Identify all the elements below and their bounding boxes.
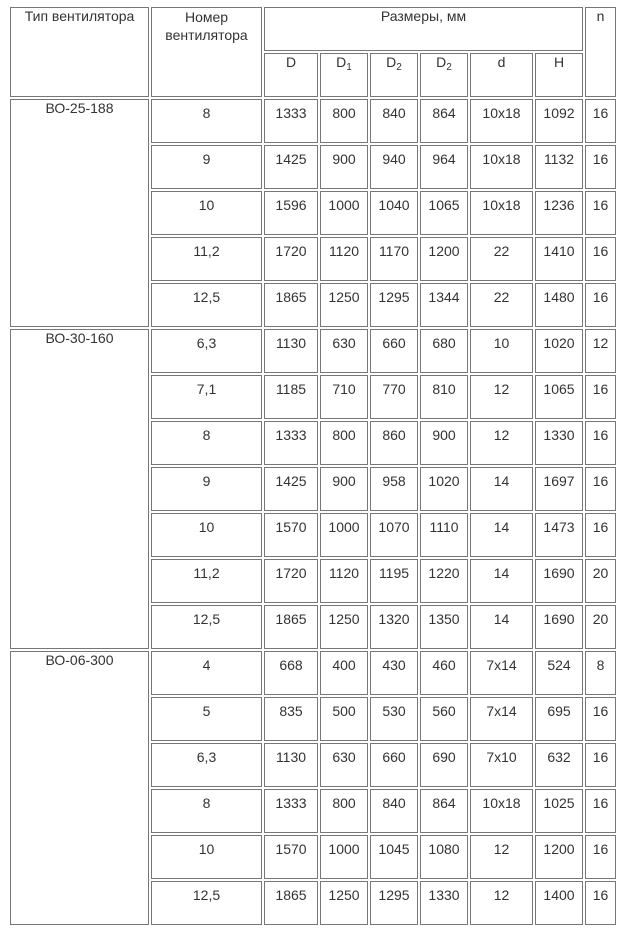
cell-fan-number: 8 [151,99,262,143]
cell-D: 1130 [264,743,318,787]
cell-d: 10x18 [470,789,533,833]
header-col-1 [320,53,368,97]
cell-d: 12 [470,881,533,925]
cell-n: 16 [585,191,616,235]
cell-D: 1720 [264,237,318,281]
cell-fan-number: 6,3 [151,743,262,787]
cell-D2: 1295 [370,283,418,327]
cell-n: 12 [585,329,616,373]
cell-fan-number: 6,3 [151,329,262,373]
cell-D2-second: 810 [420,375,468,419]
cell-D: 1333 [264,421,318,465]
cell-fan-number: 9 [151,145,262,189]
cell-D1: 630 [320,329,368,373]
header-col-base: d [497,54,506,70]
cell-d: 22 [470,283,533,327]
fan-type-cell: ВО-30-160 [10,329,149,649]
cell-D2-second: 1200 [420,237,468,281]
cell-D2: 860 [370,421,418,465]
cell-D2: 530 [370,697,418,741]
header-col-subscript: 2 [446,62,452,73]
cell-n: 16 [585,513,616,557]
cell-D1: 630 [320,743,368,787]
cell-D1: 1120 [320,559,368,603]
header-col-2 [370,53,418,97]
cell-d: 10 [470,329,533,373]
cell-D: 1425 [264,467,318,511]
cell-D1: 1000 [320,513,368,557]
cell-D2: 1295 [370,881,418,925]
cell-d: 10x18 [470,145,533,189]
cell-d: 14 [470,559,533,603]
header-col-base: D [285,54,297,70]
cell-n: 16 [585,467,616,511]
cell-D: 1865 [264,881,318,925]
header-n: n [585,7,616,97]
cell-D1: 400 [320,651,368,695]
cell-n: 16 [585,237,616,281]
cell-D: 1570 [264,835,318,879]
header-dimensions: Размеры, мм [264,7,583,51]
cell-d: 10x18 [470,99,533,143]
cell-n: 16 [585,881,616,925]
cell-H: 1020 [535,329,583,373]
cell-D2-second: 864 [420,789,468,833]
cell-D2: 660 [370,743,418,787]
cell-D1: 900 [320,145,368,189]
header-col-base: D [336,54,347,70]
cell-D1: 1120 [320,237,368,281]
cell-fan-number: 10 [151,835,262,879]
header-col-0 [264,53,318,97]
cell-fan-number: 12,5 [151,881,262,925]
cell-D2-second: 680 [420,329,468,373]
cell-D2: 1045 [370,835,418,879]
cell-H: 632 [535,743,583,787]
cell-D1: 1250 [320,881,368,925]
table-row [10,99,616,143]
cell-H: 1697 [535,467,583,511]
cell-d: 7x14 [470,697,533,741]
cell-d: 14 [470,513,533,557]
cell-n: 16 [585,697,616,741]
table-body [10,7,616,925]
cell-H: 1410 [535,237,583,281]
header-col-base: D [436,54,447,70]
cell-D2-second: 460 [420,651,468,695]
cell-D2-second: 1350 [420,605,468,649]
cell-D2: 1170 [370,237,418,281]
cell-H: 1092 [535,99,583,143]
cell-D2: 770 [370,375,418,419]
cell-H: 695 [535,697,583,741]
cell-fan-number: 8 [151,421,262,465]
cell-D1: 900 [320,467,368,511]
cell-D1: 800 [320,421,368,465]
cell-D2-second: 1344 [420,283,468,327]
cell-D: 1333 [264,99,318,143]
cell-d: 12 [470,835,533,879]
cell-H: 1132 [535,145,583,189]
cell-D2: 1040 [370,191,418,235]
cell-D2-second: 900 [420,421,468,465]
cell-fan-number: 10 [151,513,262,557]
header-fan-type: Тип вентилятора [10,7,149,97]
cell-n: 16 [585,99,616,143]
fan-type-cell: ВО-06-300 [10,651,149,925]
cell-n: 8 [585,651,616,695]
cell-D2: 840 [370,789,418,833]
cell-D2: 958 [370,467,418,511]
cell-fan-number: 7,1 [151,375,262,419]
cell-D: 1570 [264,513,318,557]
cell-fan-number: 11,2 [151,237,262,281]
cell-fan-number: 8 [151,789,262,833]
fan-type-cell: ВО-25-188 [10,99,149,327]
cell-d: 14 [470,467,533,511]
cell-d: 12 [470,421,533,465]
cell-H: 524 [535,651,583,695]
cell-D: 1333 [264,789,318,833]
cell-n: 16 [585,743,616,787]
header-col-5 [535,53,583,97]
cell-D1: 1000 [320,835,368,879]
header-col-base: D [386,54,397,70]
cell-fan-number: 10 [151,191,262,235]
cell-D2: 1070 [370,513,418,557]
cell-D1: 1000 [320,191,368,235]
cell-fan-number: 12,5 [151,605,262,649]
header-fan-number-line1: Номер [184,9,229,25]
cell-D1: 710 [320,375,368,419]
cell-D2-second: 690 [420,743,468,787]
cell-D2-second: 1330 [420,881,468,925]
cell-D1: 1250 [320,283,368,327]
cell-H: 1690 [535,559,583,603]
cell-fan-number: 4 [151,651,262,695]
cell-D2-second: 1110 [420,513,468,557]
cell-H: 1330 [535,421,583,465]
fan-dimensions-table [8,5,618,927]
cell-n: 16 [585,283,616,327]
header-fan-number [151,7,262,97]
cell-H: 1473 [535,513,583,557]
cell-D: 835 [264,697,318,741]
cell-D2-second: 864 [420,99,468,143]
header-col-subscript: 2 [396,62,402,73]
cell-d: 12 [470,375,533,419]
cell-fan-number: 12,5 [151,283,262,327]
cell-D1: 800 [320,789,368,833]
cell-n: 16 [585,421,616,465]
cell-D2: 1320 [370,605,418,649]
cell-D: 1865 [264,283,318,327]
cell-H: 1065 [535,375,583,419]
cell-D2-second: 560 [420,697,468,741]
cell-D: 1130 [264,329,318,373]
header-col-subscript: 1 [346,62,352,73]
cell-d: 7x14 [470,651,533,695]
cell-n: 16 [585,789,616,833]
cell-D2-second: 1020 [420,467,468,511]
cell-H: 1690 [535,605,583,649]
cell-D: 1185 [264,375,318,419]
cell-D2: 840 [370,99,418,143]
header-col-3 [420,53,468,97]
table-row [10,651,616,695]
cell-fan-number: 9 [151,467,262,511]
cell-D: 1596 [264,191,318,235]
table-row [10,329,616,373]
cell-d: 10x18 [470,191,533,235]
cell-n: 16 [585,145,616,189]
cell-H: 1200 [535,835,583,879]
cell-n: 16 [585,375,616,419]
cell-D2: 940 [370,145,418,189]
cell-D2: 1195 [370,559,418,603]
cell-D: 1425 [264,145,318,189]
header-fan-number-line2: вентилятора [165,27,248,43]
header-row-top [10,7,616,51]
cell-D2: 430 [370,651,418,695]
cell-d: 14 [470,605,533,649]
cell-D2-second: 1080 [420,835,468,879]
cell-n: 20 [585,559,616,603]
cell-H: 1236 [535,191,583,235]
cell-H: 1400 [535,881,583,925]
header-col-base: H [553,54,565,70]
cell-D1: 500 [320,697,368,741]
cell-d: 22 [470,237,533,281]
cell-D: 1720 [264,559,318,603]
cell-D2-second: 1220 [420,559,468,603]
cell-n: 16 [585,835,616,879]
cell-D: 1865 [264,605,318,649]
cell-D1: 1250 [320,605,368,649]
cell-n: 20 [585,605,616,649]
cell-D2-second: 1065 [420,191,468,235]
cell-d: 7x10 [470,743,533,787]
header-col-4 [470,53,533,97]
cell-D: 668 [264,651,318,695]
cell-D2: 660 [370,329,418,373]
cell-fan-number: 11,2 [151,559,262,603]
cell-fan-number: 5 [151,697,262,741]
cell-D1: 800 [320,99,368,143]
cell-H: 1025 [535,789,583,833]
cell-D2-second: 964 [420,145,468,189]
cell-H: 1480 [535,283,583,327]
